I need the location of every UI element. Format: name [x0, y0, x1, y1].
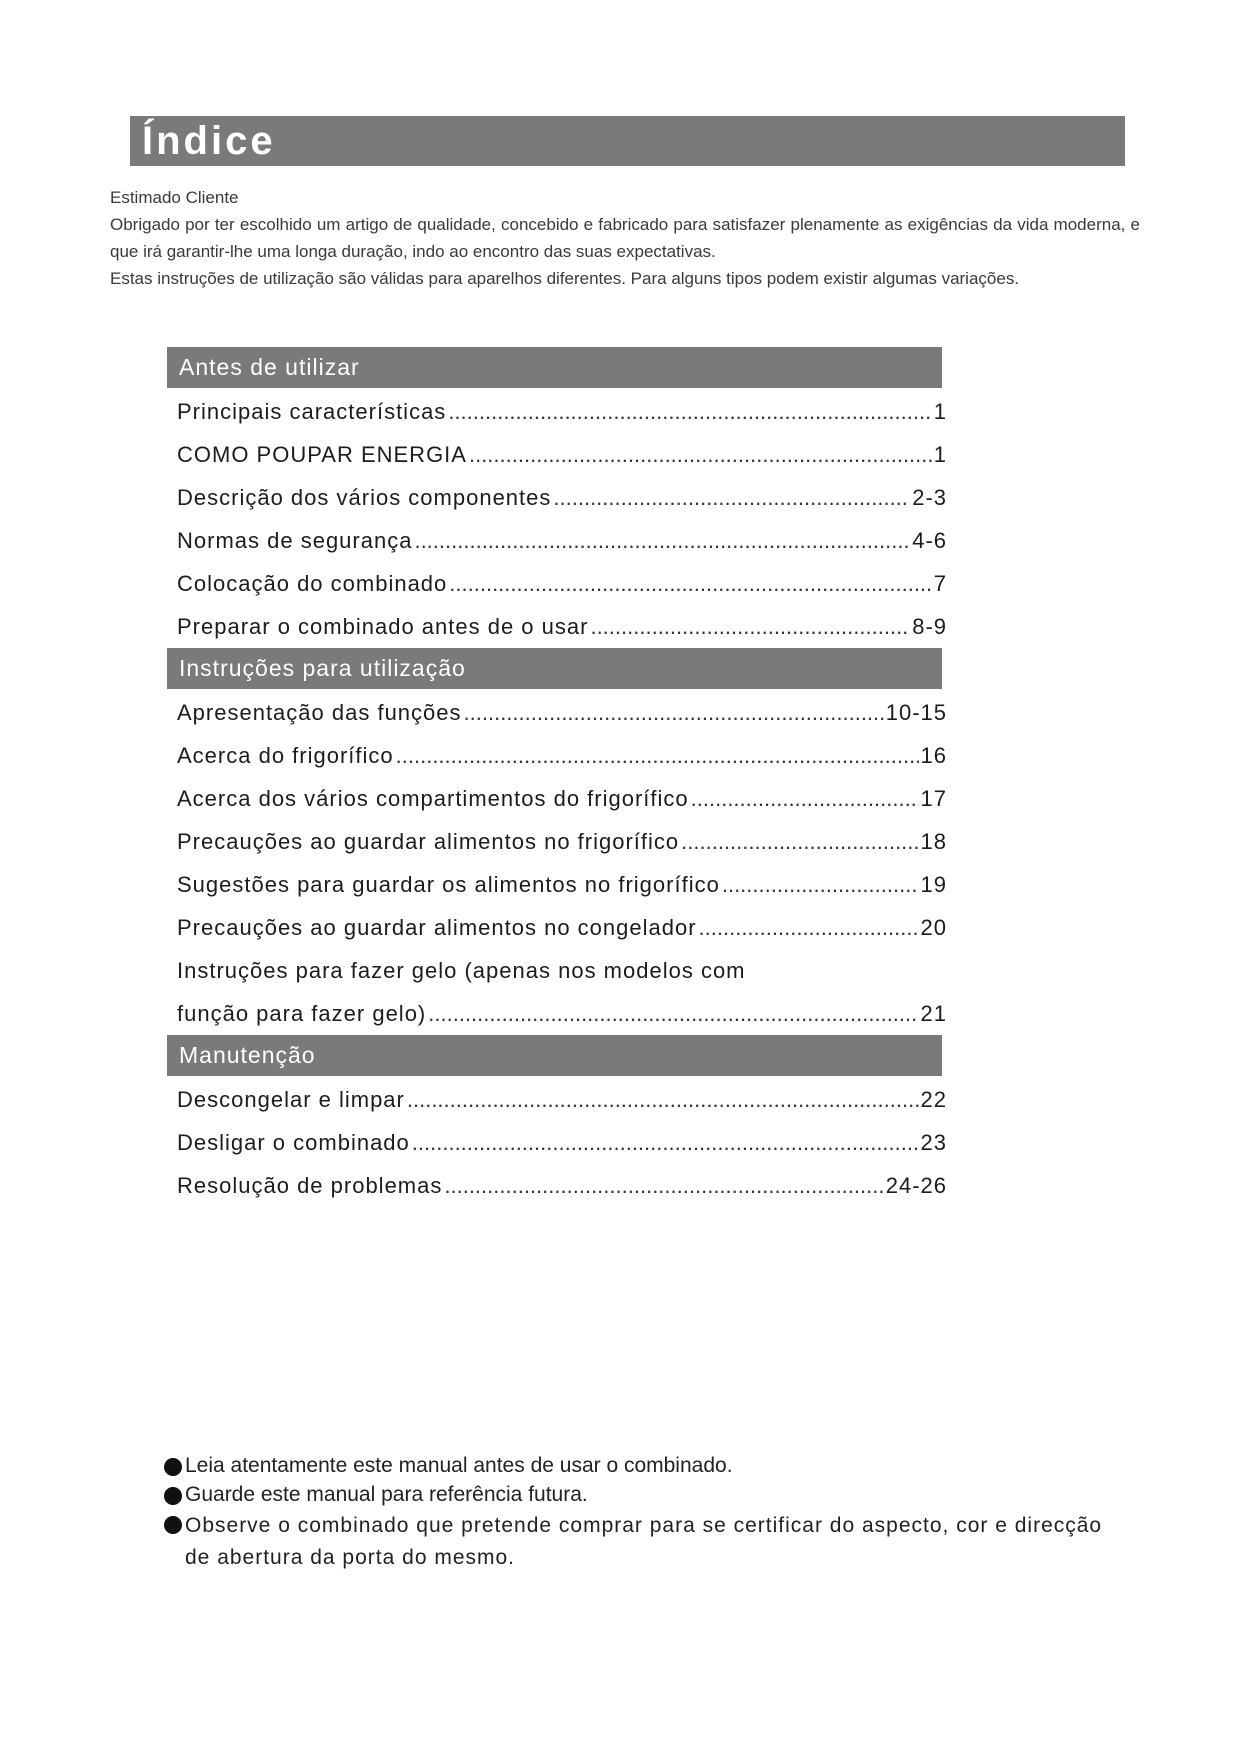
- table-of-contents: [164, 347, 954, 1207]
- toc-entry-page: 23: [920, 1130, 947, 1155]
- intro-paragraph-1: Obrigado por ter escolhido um artigo de qualidade, concebido e fabricado para satisfazer plenamente as exigências da vida moderna, e que irá garantir-lhe uma longa duração, indo ao encontro das suas expectativas.: [110, 215, 1140, 261]
- toc-entry[interactable]: [177, 1078, 947, 1121]
- toc-entry[interactable]: [177, 734, 947, 777]
- notes-list: [164, 1452, 1124, 1575]
- toc-leader-dots: [414, 519, 910, 562]
- toc-leader-dots: [448, 390, 931, 433]
- toc-section-heading: Manutenção: [167, 1035, 942, 1076]
- toc-entry[interactable]: [177, 476, 947, 519]
- toc-section-entries: [164, 388, 954, 648]
- toc-entry-label: Colocação do combinado: [177, 571, 448, 596]
- toc-leader-dots: [396, 734, 919, 777]
- toc-entry[interactable]: [177, 605, 947, 648]
- toc-entry-label: Principais características: [177, 399, 447, 424]
- toc-entry-label: Precauções ao guardar alimentos no frigorífico: [177, 829, 680, 854]
- note-item: [164, 1452, 1124, 1480]
- toc-leader-dots: [444, 1164, 883, 1207]
- toc-entry[interactable]: [177, 519, 947, 562]
- toc-entry-label: Acerca do frigorífico: [177, 743, 394, 768]
- toc-entry-label: COMO POUPAR ENERGIA: [177, 442, 467, 467]
- toc-entry-page: 20: [920, 915, 947, 940]
- toc-entry-page: 17: [920, 786, 947, 811]
- toc-entry[interactable]: [177, 691, 947, 734]
- toc-section-entries: [164, 1076, 954, 1207]
- toc-entry[interactable]: [177, 906, 947, 949]
- note-text: Guarde este manual para referência futura.: [185, 1483, 588, 1506]
- intro-paragraph-2: Estas instruções de utilização são válidas para aparelhos diferentes. Para alguns tipos podem existir algumas variações.: [110, 269, 1020, 288]
- toc-entry-page: 24-26: [885, 1173, 947, 1198]
- toc-leader-dots: [428, 992, 918, 1035]
- toc-entry[interactable]: [177, 1121, 947, 1164]
- toc-section-entries: [164, 689, 954, 1035]
- toc-entry-page: 21: [920, 1001, 947, 1026]
- intro-greeting: Estimado Cliente: [110, 188, 239, 207]
- toc-entry[interactable]: [177, 863, 947, 906]
- toc-entry-label: Sugestões para guardar os alimentos no frigorífico: [177, 872, 720, 897]
- toc-leader-dots: [469, 433, 932, 476]
- toc-entry[interactable]: [177, 777, 947, 820]
- note-text: Observe o combinado que pretende comprar para se certificar do aspecto, cor e direcção de abertura da porta do mesmo.: [185, 1514, 1103, 1569]
- toc-entry-page: 2-3: [912, 485, 947, 510]
- toc-entry[interactable]: [177, 949, 947, 992]
- toc-leader-dots: [699, 906, 919, 949]
- toc-leader-dots: [691, 777, 919, 820]
- toc-entry-label: Resolução de problemas: [177, 1173, 443, 1198]
- toc-entry-page: 18: [920, 829, 947, 854]
- toc-entry-label: Normas de segurança: [177, 528, 413, 553]
- toc-leader-dots: [464, 691, 884, 734]
- toc-leader-dots: [449, 562, 931, 605]
- toc-entry[interactable]: [177, 562, 947, 605]
- toc-entry[interactable]: [177, 992, 947, 1035]
- toc-section-heading: Antes de utilizar: [167, 347, 942, 388]
- toc-entry[interactable]: [177, 820, 947, 863]
- toc-section-heading: Instruções para utilização: [167, 648, 942, 689]
- toc-entry-page: 7: [933, 571, 947, 596]
- toc-entry-page: 19: [920, 872, 947, 897]
- bullet-icon: [164, 1516, 182, 1534]
- toc-entry-label: função para fazer gelo): [177, 1001, 427, 1026]
- toc-entry[interactable]: [177, 390, 947, 433]
- toc-entry-page: 22: [920, 1087, 947, 1112]
- toc-leader-dots: [407, 1078, 919, 1121]
- toc-entry-label: Descrição dos vários componentes: [177, 485, 552, 510]
- toc-entry-label: Apresentação das funções: [177, 700, 462, 725]
- toc-entry-page: 1: [933, 399, 947, 424]
- toc-entry-label: Descongelar e limpar: [177, 1087, 405, 1112]
- toc-entry-page: 16: [920, 743, 947, 768]
- toc-entry-label: Desligar o combinado: [177, 1130, 410, 1155]
- toc-entry[interactable]: [177, 1164, 947, 1207]
- page-title: Índice: [130, 116, 1125, 166]
- toc-entry-page: 4-6: [912, 528, 947, 553]
- toc-leader-dots: [553, 476, 910, 519]
- toc-entry-label: Instruções para fazer gelo (apenas nos modelos com: [177, 958, 746, 983]
- toc-leader-dots: [590, 605, 910, 648]
- toc-entry[interactable]: [177, 433, 947, 476]
- toc-entry-page: 10-15: [885, 700, 947, 725]
- bullet-icon: [164, 1458, 182, 1476]
- toc-entry-page: 1: [933, 442, 947, 467]
- toc-entry-label: Preparar o combinado antes de o usar: [177, 614, 589, 639]
- toc-entry-label: Acerca dos vários compartimentos do frigorífico: [177, 786, 689, 811]
- toc-leader-dots: [681, 820, 918, 863]
- note-text: Leia atentamente este manual antes de usar o combinado.: [185, 1454, 733, 1477]
- toc-entry-page: 8-9: [912, 614, 947, 639]
- bullet-icon: [164, 1487, 182, 1505]
- note-item: [164, 1510, 1124, 1574]
- toc-entry-label: Precauções ao guardar alimentos no congelador: [177, 915, 697, 940]
- toc-leader-dots: [722, 863, 919, 906]
- note-item: [164, 1481, 1124, 1509]
- toc-leader-dots: [412, 1121, 919, 1164]
- intro-text: [110, 184, 1140, 292]
